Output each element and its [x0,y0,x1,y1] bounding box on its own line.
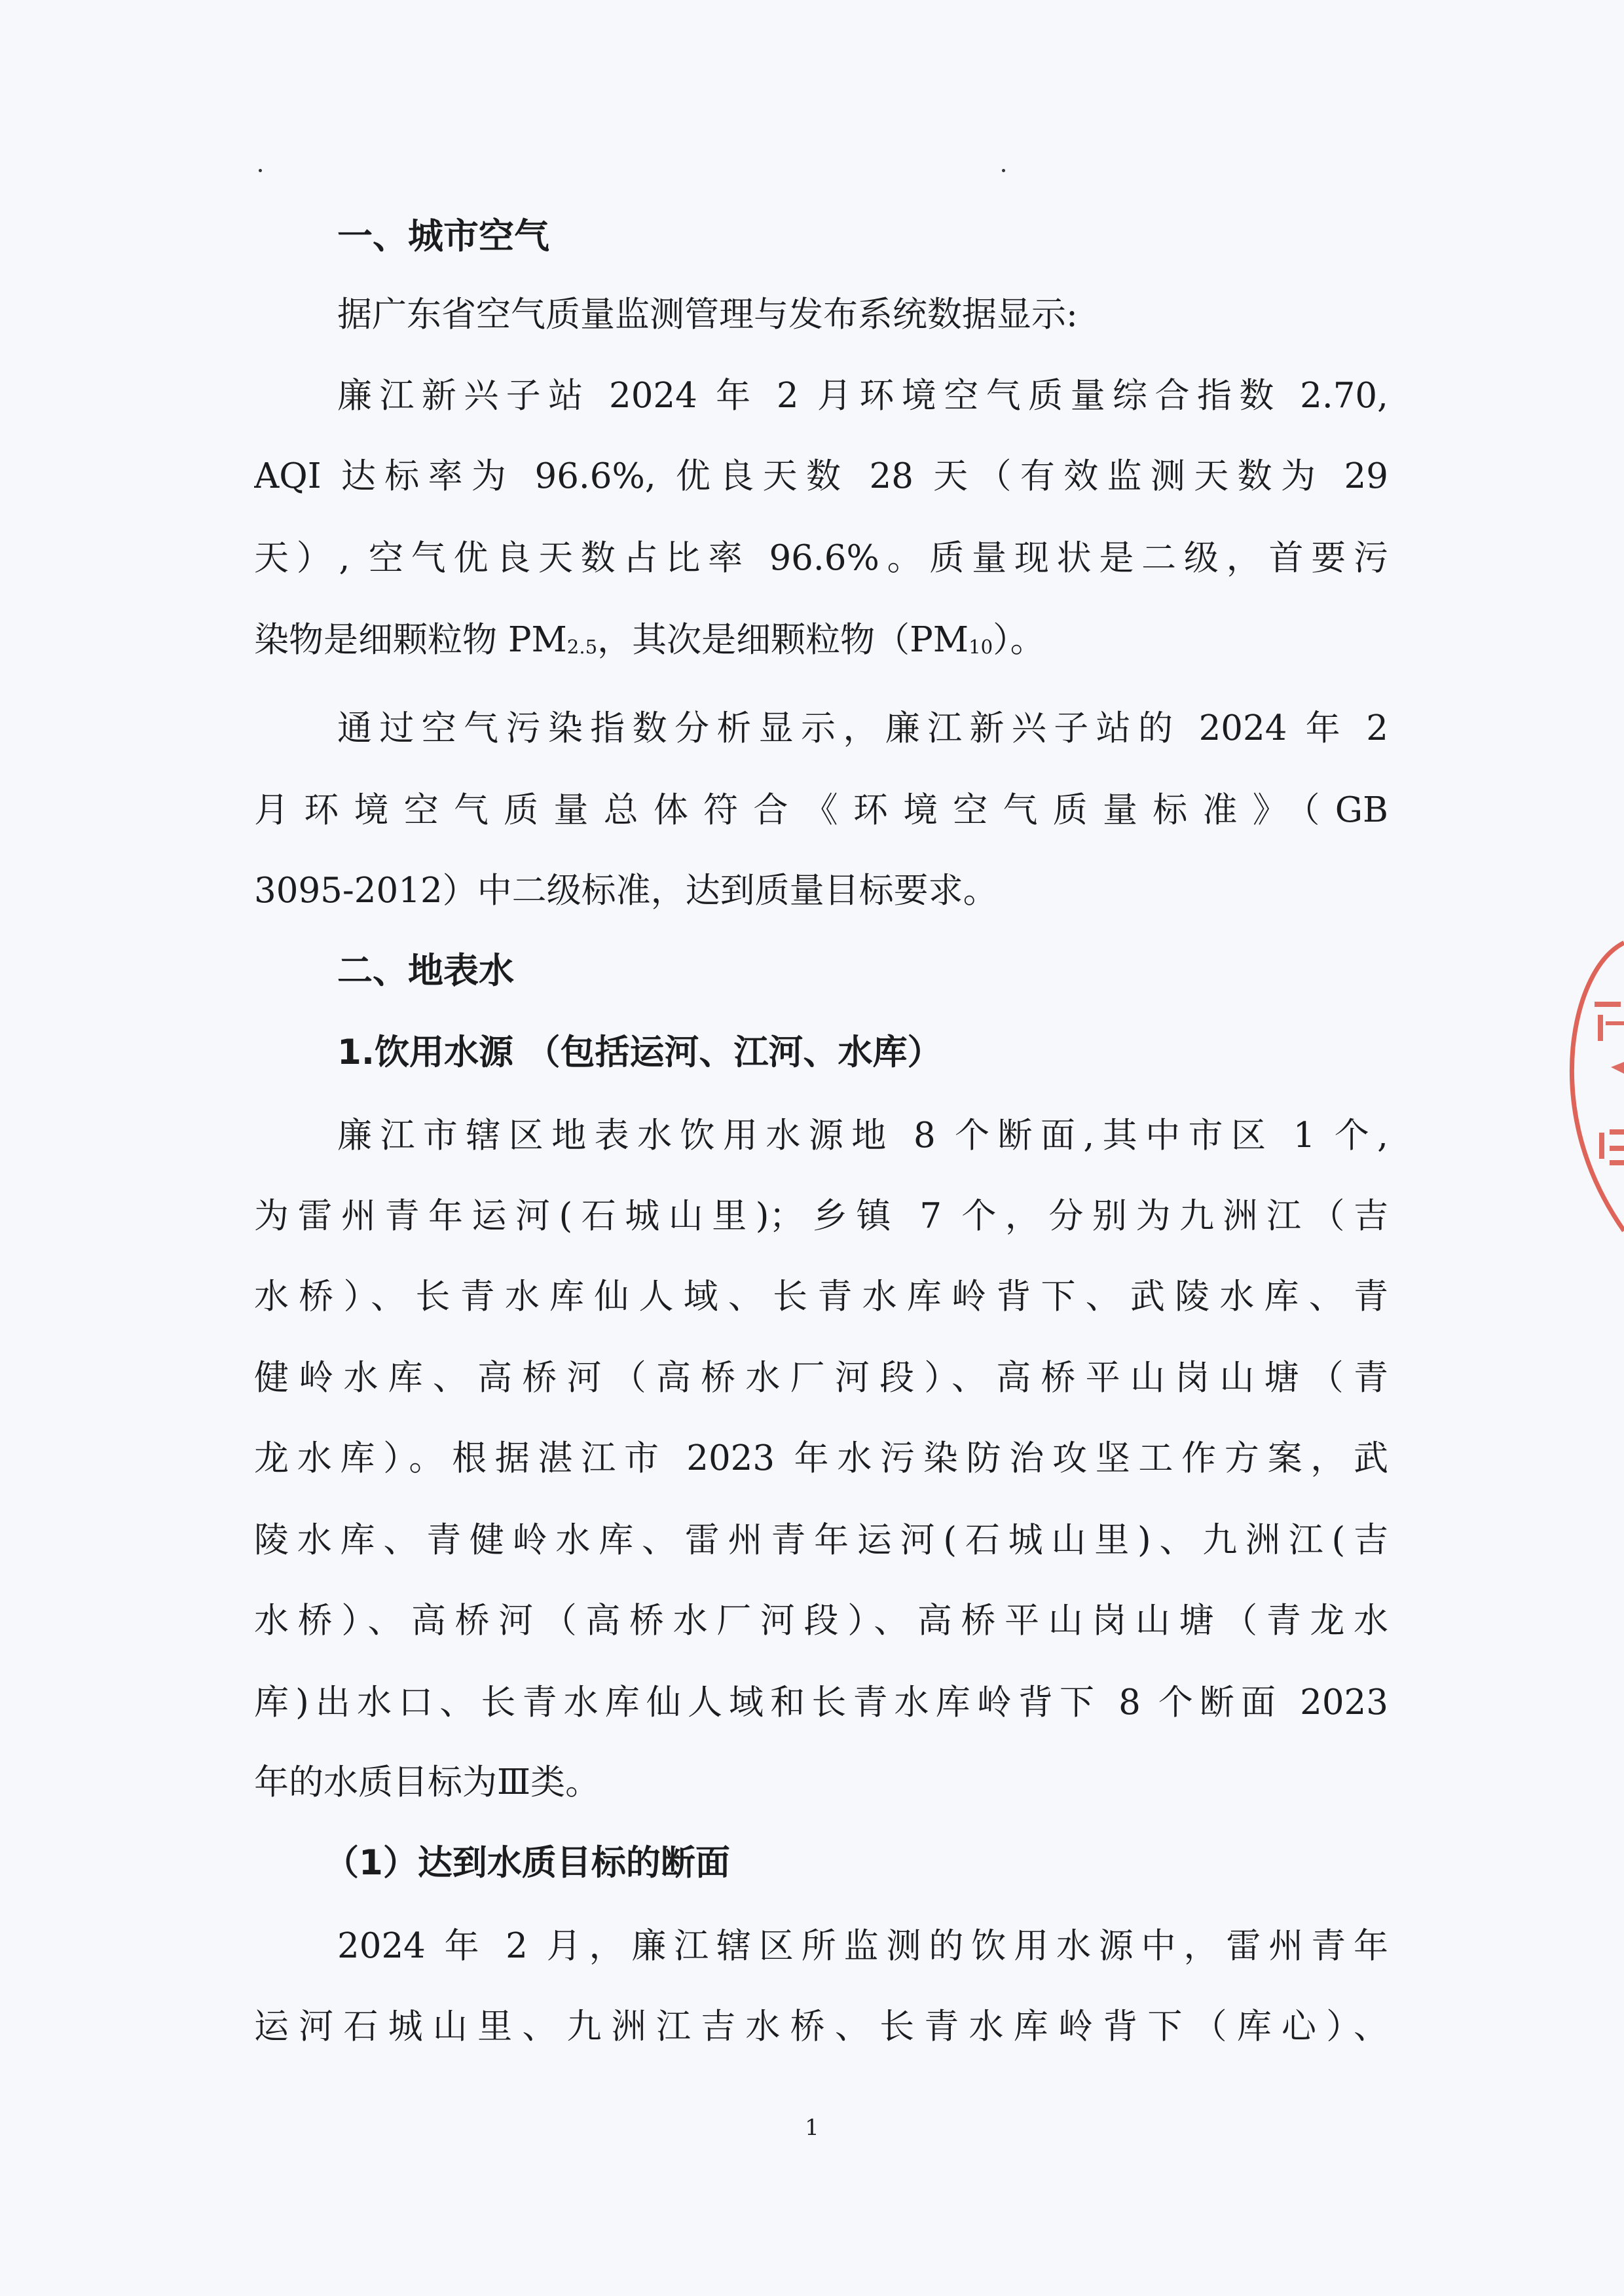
section-heading-water: 二、地表水 [337,950,514,991]
paragraph-line: 为雷州青年运河(石城山里)；乡镇 7 个，分别为九洲江（吉 [254,1196,1388,1236]
subsection-heading-targets-met: （1）达到水质目标的断面 [324,1843,730,1883]
paragraph-line: 通过空气污染指数分析显示，廉江新兴子站的 2024 年 2 [337,708,1388,748]
paragraph-line: 库)出水口、长青水库仙人域和长青水库岭背下 8 个断面 2023 [254,1683,1388,1722]
paragraph-line: 水桥）、长青水库仙人域、长青水库岭背下、武陵水库、青 [254,1277,1388,1317]
text-run: 染物是细颗粒物 PM [254,620,567,660]
paragraph-line: 3095-2012）中二级标准，达到质量目标要求。 [254,871,998,911]
paragraph-line: 廉江新兴子站 2024 年 2 月环境空气质量综合指数 2.70, [337,376,1388,416]
subsection-heading-drinking-water: 1.饮用水源 （包括运河、江河、水库） [337,1032,942,1072]
text-run: ，其次是细颗粒物（PM [597,620,969,660]
scan-dot [259,169,262,172]
paragraph-line: 水桥）、高桥河（高桥水厂河段）、高桥平山岗山塘（青龙水 [254,1601,1388,1641]
text-run: ）。 [993,620,1045,660]
paragraph-line-pm [254,612,1388,668]
subscript-pm25: 2.5 [566,635,598,658]
paragraph-line: 廉江市辖区地表水饮用水源地 8 个断面,其中市区 1 个, [337,1116,1388,1156]
paragraph-line: 运河石城山里、九洲江吉水桥、长青水库岭背下（库心）、 [254,2007,1388,2047]
scan-dot [1002,169,1005,172]
paragraph-line: 陵水库、青健岭水库、雷州青年运河(石城山里)、九洲江(吉 [254,1520,1388,1560]
subscript-pm10: 10 [969,635,993,658]
paragraph-line: 龙水库）。根据湛江市 2023 年水污染防治攻坚工作方案，武 [254,1438,1388,1478]
paragraph-line: 2024 年 2 月，廉江辖区所监测的饮用水源中，雷州青年 [337,1926,1388,1966]
page-number: 1 [805,2115,819,2141]
paragraph-line: 据广东省空气质量监测管理与发布系统数据显示: [337,295,1078,335]
paragraph-line: AQI 达标率为 96.6%, 优良天数 28 天（有效监测天数为 29 [254,456,1388,496]
official-seal-icon [1559,917,1624,1257]
paragraph-line: 年的水质目标为Ⅲ类。 [254,1762,600,1802]
paragraph-line: 天）, 空气优良天数占比率 96.6%。质量现状是二级，首要污 [254,538,1388,578]
section-heading-air: 一、城市空气 [337,215,549,257]
paragraph-line: 月环境空气质量总体符合《环境空气质量标准》（GB [254,790,1388,830]
paragraph-line: 健岭水库、高桥河（高桥水厂河段）、高桥平山岗山塘（青 [254,1358,1388,1398]
